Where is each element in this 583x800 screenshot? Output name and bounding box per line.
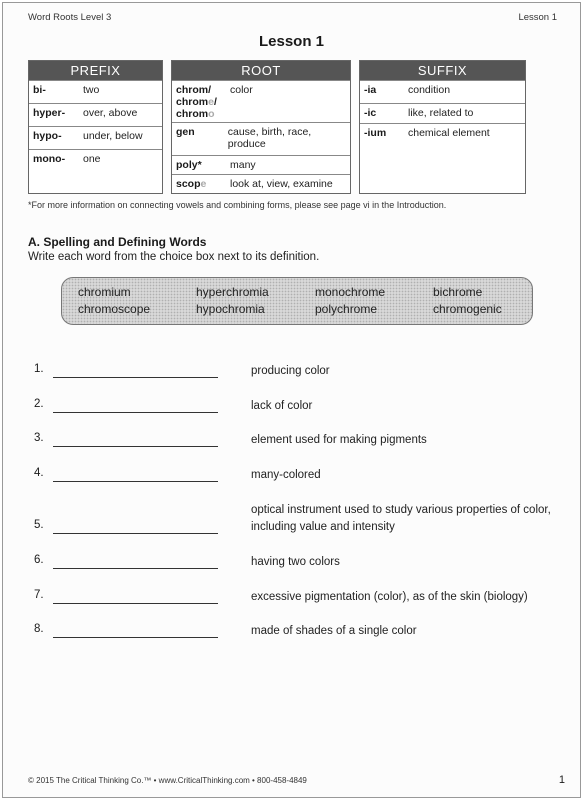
prefix-meaning: over, above (83, 107, 138, 119)
question-number: 7. (34, 589, 44, 601)
question-number: 8. (34, 623, 44, 635)
choice-word: monochrome (315, 285, 386, 299)
page-title: Lesson 1 (258, 33, 325, 50)
table-row (29, 103, 162, 126)
answer-line[interactable] (53, 481, 218, 482)
root-term-part: chrom/ (176, 84, 212, 96)
suffix-meaning: like, related to (408, 107, 474, 119)
question-item (0, 502, 583, 542)
table-row (172, 174, 350, 193)
answer-line[interactable] (53, 568, 218, 569)
choice-word: chromium (78, 285, 131, 299)
root-meaning: look at, view, examine (230, 178, 333, 190)
suffix-term: -ia (364, 84, 377, 96)
answer-line[interactable] (53, 603, 218, 604)
question-number: 5. (34, 519, 44, 531)
answer-line[interactable] (53, 412, 218, 413)
choice-box (61, 277, 533, 325)
table-row (29, 149, 162, 172)
root-term: gen (176, 126, 195, 138)
question-definition: many-colored (251, 469, 321, 481)
table-row (29, 80, 162, 103)
lesson-label: Lesson 1 (518, 12, 557, 23)
section-heading: A. Spelling and Defining Words (28, 235, 207, 249)
root-term-part: chrom (176, 96, 209, 108)
table-row (172, 122, 350, 155)
root-term: poly* (176, 159, 202, 171)
copyright-footer: © 2015 The Critical Thinking Co.™ • www.CriticalThinking.com • 800-458-4849 (28, 776, 307, 785)
choice-word: bichrome (433, 285, 483, 299)
answer-line[interactable] (53, 377, 218, 378)
answer-line[interactable] (53, 533, 218, 534)
suffix-term: -ium (364, 127, 387, 139)
question-item (0, 467, 583, 497)
connecting-vowel: o (208, 108, 215, 120)
answer-line[interactable] (53, 637, 218, 638)
question-number: 4. (34, 467, 44, 479)
question-number: 1. (34, 363, 44, 375)
root-term (172, 175, 226, 193)
prefix-meaning: two (83, 84, 100, 96)
suffix-table (359, 60, 526, 194)
question-number: 2. (34, 398, 44, 410)
question-definition: made of shades of a single color (251, 625, 417, 637)
prefix-term: hypo- (33, 130, 62, 142)
choice-word: chromoscope (78, 302, 151, 316)
choice-word: polychrome (315, 302, 378, 316)
prefix-meaning: under, below (83, 130, 143, 142)
prefix-term: bi- (33, 84, 46, 96)
connecting-vowel: e (200, 178, 207, 190)
question-definition: lack of color (251, 400, 313, 412)
question-definition: having two colors (251, 556, 340, 568)
choice-word: hyperchromia (196, 285, 269, 299)
root-term-part: scop (176, 178, 201, 190)
question-item (0, 554, 583, 584)
prefix-meaning: one (83, 153, 101, 165)
choice-word: hypochromia (196, 302, 265, 316)
table-row (360, 103, 525, 123)
prefix-term: hyper- (33, 107, 66, 119)
question-number: 6. (34, 554, 44, 566)
root-meaning: many (230, 159, 256, 171)
prefix-term: mono- (33, 153, 66, 165)
book-title: Word Roots Level 3 (28, 12, 112, 23)
question-item (0, 589, 583, 619)
table-row (360, 80, 525, 103)
question-item (0, 398, 583, 428)
connecting-vowel: e (208, 96, 214, 108)
prefix-heading: PREFIX (29, 61, 162, 80)
root-term-part: chrom (176, 108, 209, 120)
table-row (29, 126, 162, 149)
root-term (172, 81, 226, 122)
question-definition: optical instrument used to study various properties of color, including value and intensity (251, 504, 551, 533)
answer-line[interactable] (53, 446, 218, 447)
question-definition: element used for making pigments (251, 434, 427, 446)
question-number: 3. (34, 432, 44, 444)
question-definition: excessive pigmentation (color), as of the skin (biology) (251, 591, 528, 603)
section-instructions: Write each word from the choice box next to its definition. (28, 251, 320, 263)
suffix-meaning: chemical element (408, 127, 490, 139)
table-row (172, 80, 350, 122)
question-item (0, 623, 583, 653)
suffix-meaning: condition (408, 84, 451, 96)
root-meaning: cause, birth, race, produce (227, 126, 312, 150)
root-heading: ROOT (172, 61, 350, 80)
choice-word: chromogenic (433, 302, 502, 316)
prefix-table (28, 60, 163, 194)
suffix-term: -ic (364, 107, 377, 119)
root-meaning: color (230, 84, 253, 96)
question-item (0, 432, 583, 462)
table-row (172, 155, 350, 174)
root-term-part: / (213, 96, 217, 108)
table-row (360, 123, 525, 144)
question-item (0, 363, 583, 393)
page-number: 1 (558, 774, 565, 786)
footnote: *For more information on connecting vowels and combining forms, please see page vi in the Introduction. (28, 200, 447, 210)
suffix-heading: SUFFIX (360, 61, 525, 80)
root-table (171, 60, 351, 194)
question-definition: producing color (251, 365, 330, 377)
